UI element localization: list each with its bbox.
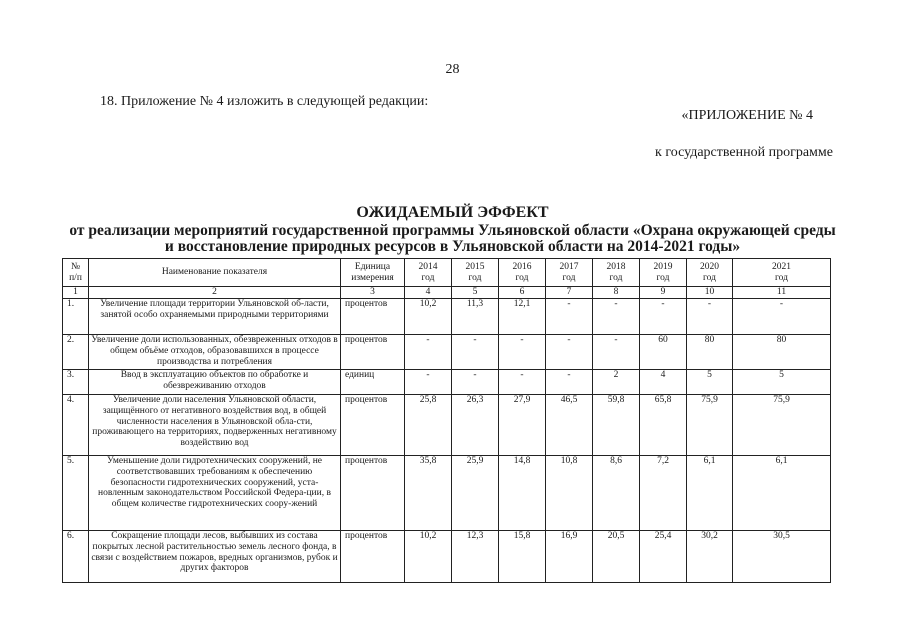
- value-cell: 80: [733, 335, 831, 370]
- column-number: 3: [341, 287, 405, 299]
- table-header-row: [63, 259, 831, 287]
- row-index: 3.: [63, 370, 89, 395]
- value-cell: 10,2: [405, 299, 452, 335]
- value-cell: 4: [640, 370, 687, 395]
- value-cell: -: [733, 299, 831, 335]
- value-cell: 12,3: [452, 531, 499, 583]
- document-title: [0, 204, 905, 255]
- value-cell: -: [687, 299, 733, 335]
- table-row: [63, 531, 831, 583]
- value-cell: 20,5: [593, 531, 640, 583]
- value-cell: 6,1: [687, 456, 733, 531]
- value-cell: -: [452, 335, 499, 370]
- indicator-name: Увеличение площади территории Ульяновской об-ласти, занятой особо охраняемыми природными территориями: [89, 299, 341, 335]
- header-indicator-name: Наименование показателя: [89, 259, 341, 287]
- value-cell: 60: [640, 335, 687, 370]
- instruction-text: 18. Приложение № 4 изложить в следующей редакции:: [100, 94, 429, 109]
- value-cell: 65,8: [640, 395, 687, 456]
- header-year: 2018 год: [593, 259, 640, 287]
- unit-cell: процентов: [341, 299, 405, 335]
- header-year: 2019 год: [640, 259, 687, 287]
- column-number: 10: [687, 287, 733, 299]
- column-number-row: [63, 287, 831, 299]
- value-cell: -: [546, 370, 593, 395]
- table-row: [63, 395, 831, 456]
- header-year: 2017 год: [546, 259, 593, 287]
- column-number: 9: [640, 287, 687, 299]
- value-cell: -: [499, 335, 546, 370]
- header-year: 2021 год: [733, 259, 831, 287]
- value-cell: 5: [733, 370, 831, 395]
- row-index: 2.: [63, 335, 89, 370]
- value-cell: 46,5: [546, 395, 593, 456]
- value-cell: -: [499, 370, 546, 395]
- value-cell: 12,1: [499, 299, 546, 335]
- value-cell: 75,9: [733, 395, 831, 456]
- value-cell: -: [593, 335, 640, 370]
- value-cell: 35,8: [405, 456, 452, 531]
- value-cell: 16,9: [546, 531, 593, 583]
- column-number: 6: [499, 287, 546, 299]
- value-cell: 26,3: [452, 395, 499, 456]
- column-number: 7: [546, 287, 593, 299]
- column-number: 1: [63, 287, 89, 299]
- unit-cell: процентов: [341, 395, 405, 456]
- row-index: 4.: [63, 395, 89, 456]
- row-index: 5.: [63, 456, 89, 531]
- value-cell: 80: [687, 335, 733, 370]
- value-cell: 15,8: [499, 531, 546, 583]
- indicator-name: Увеличение доли использованных, обезвреженных отходов в общем объёме отходов, образовавшихся в процессе производства и потребления: [89, 335, 341, 370]
- column-number: 4: [405, 287, 452, 299]
- value-cell: 25,8: [405, 395, 452, 456]
- unit-cell: процентов: [341, 531, 405, 583]
- program-reference: к государственной программе: [655, 145, 833, 160]
- value-cell: 25,4: [640, 531, 687, 583]
- table-row: [63, 299, 831, 335]
- value-cell: 6,1: [733, 456, 831, 531]
- value-cell: 5: [687, 370, 733, 395]
- header-year: 2020 год: [687, 259, 733, 287]
- value-cell: 11,3: [452, 299, 499, 335]
- value-cell: 10,2: [405, 531, 452, 583]
- unit-cell: единиц: [341, 370, 405, 395]
- row-index: 1.: [63, 299, 89, 335]
- page-number: 28: [445, 62, 460, 77]
- indicator-name: Уменьшение доли гидротехнических сооружений, не соответствовавших требованиям к обеспечению безопасности гидротехнических сооружений, уста-новленным законодательством Российской Федера-ции, в общем количестве гидротехнических соору-жений: [89, 456, 341, 531]
- title-line-2: от реализации мероприятий государственной программы Ульяновской области «Охрана окружающей среды: [69, 222, 836, 239]
- value-cell: -: [593, 299, 640, 335]
- table-row: [63, 456, 831, 531]
- table-row: [63, 335, 831, 370]
- value-cell: -: [546, 299, 593, 335]
- header-year: 2014 год: [405, 259, 452, 287]
- value-cell: 30,5: [733, 531, 831, 583]
- value-cell: -: [405, 335, 452, 370]
- column-number: 5: [452, 287, 499, 299]
- indicator-name: Сокращение площади лесов, выбывших из состава покрытых лесной растительностью земель лесного фонда, в связи с воздействием пожаров, вредных организмов, рубок и других факторов: [89, 531, 341, 583]
- expected-effect-table: [62, 258, 831, 583]
- title-line-1: ОЖИДАЕМЫЙ ЭФФЕКТ: [356, 204, 549, 221]
- value-cell: 2: [593, 370, 640, 395]
- title-line-3: и восстановление природных ресурсов в Ульяновской области на 2014-2021 годы»: [164, 238, 741, 255]
- value-cell: -: [452, 370, 499, 395]
- header-year: 2015 год: [452, 259, 499, 287]
- value-cell: 59,8: [593, 395, 640, 456]
- value-cell: -: [546, 335, 593, 370]
- header-unit: Единица измерения: [341, 259, 405, 287]
- header-year: 2016 год: [499, 259, 546, 287]
- unit-cell: процентов: [341, 335, 405, 370]
- value-cell: 7,2: [640, 456, 687, 531]
- unit-cell: процентов: [341, 456, 405, 531]
- value-cell: 10,8: [546, 456, 593, 531]
- indicator-name: Ввод в эксплуатацию объектов по обработке и обезвреживанию отходов: [89, 370, 341, 395]
- value-cell: 14,8: [499, 456, 546, 531]
- value-cell: -: [405, 370, 452, 395]
- value-cell: 8,6: [593, 456, 640, 531]
- table-row: [63, 370, 831, 395]
- value-cell: 27,9: [499, 395, 546, 456]
- indicator-name: Увеличение доли населения Ульяновской области, защищённого от негативного воздействия вод, в общей численности населения в Ульяновской обла-сти, проживающего на территориях, подверженных негативному воздействию вод: [89, 395, 341, 456]
- column-number: 8: [593, 287, 640, 299]
- value-cell: 30,2: [687, 531, 733, 583]
- header-number: № п/п: [63, 259, 89, 287]
- appendix-label: «ПРИЛОЖЕНИЕ № 4: [681, 108, 813, 123]
- column-number: 11: [733, 287, 831, 299]
- value-cell: 75,9: [687, 395, 733, 456]
- value-cell: 25,9: [452, 456, 499, 531]
- row-index: 6.: [63, 531, 89, 583]
- column-number: 2: [89, 287, 341, 299]
- value-cell: -: [640, 299, 687, 335]
